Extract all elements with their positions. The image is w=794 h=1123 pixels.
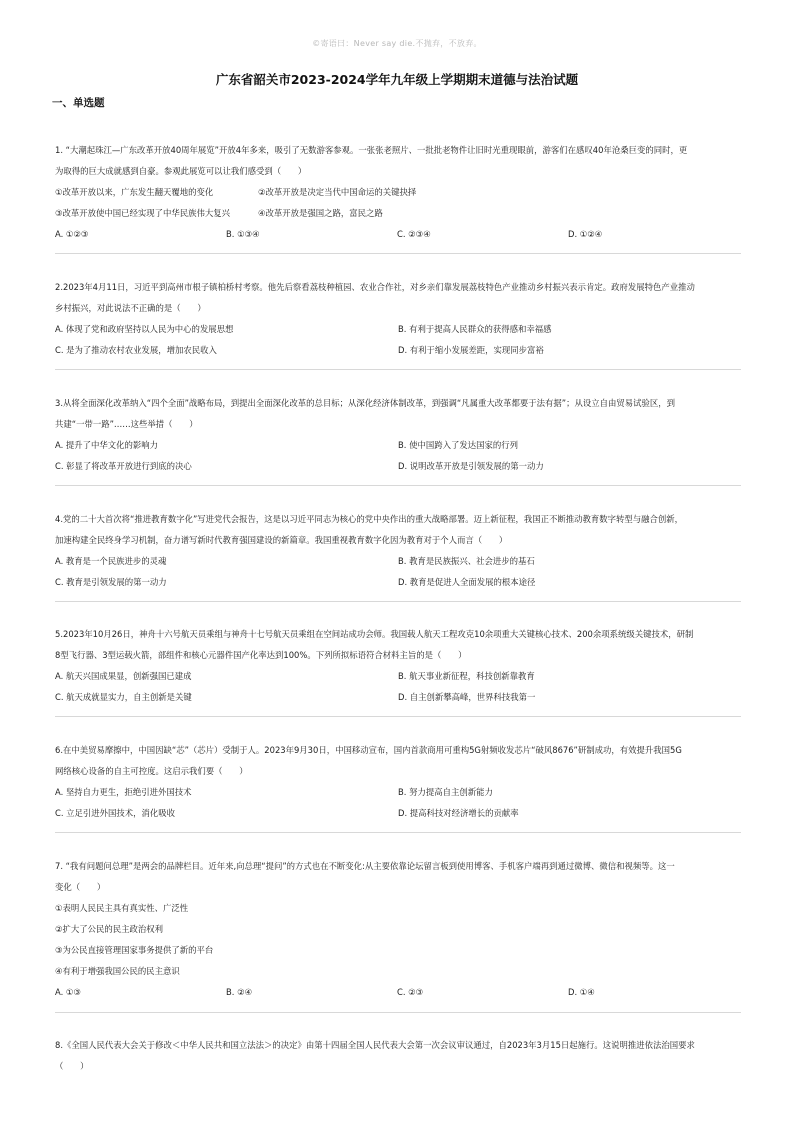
options: [55, 224, 741, 245]
divider: [55, 1012, 741, 1013]
page-title: 广东省韶关市2023-2024学年九年级上学期期末道德与法治试题: [215, 72, 579, 87]
question-stem: 网络核心设备的自主可控度。这启示我们要（ ）: [55, 766, 248, 776]
question-7: [55, 856, 741, 1003]
option-c[interactable]: C. 是为了推动农村农业发展，增加农民收入: [55, 345, 217, 355]
options: [55, 666, 741, 708]
options: [55, 782, 741, 824]
statement-item: ①改革开放以来，广东发生翻天覆地的变化: [55, 187, 214, 197]
option-a[interactable]: A. 坚持自力更生，拒绝引进外国技术: [55, 787, 192, 797]
option-a[interactable]: A. 教育是一个民族进步的灵魂: [55, 556, 167, 566]
question-stem: 变化（ ）: [55, 882, 106, 892]
option-b[interactable]: B. 航天事业新征程，科技创新靠教育: [398, 671, 535, 681]
option-b[interactable]: B. 有利于提高人民群众的获得感和幸福感: [398, 324, 552, 334]
option-a[interactable]: A. 体现了党和政府坚持以人民为中心的发展思想: [55, 324, 234, 334]
options: [55, 319, 741, 361]
question-stem: 2.2023年4月11日，习近平到高州市根子镇柏桥村考察。他先后察看荔枝种植园、农业合作社，对乡亲们靠发展荔枝特色产业推动乡村振兴表示肯定。政府发展特色产业推动: [55, 282, 695, 292]
option-c[interactable]: C. 航天成就显实力，自主创新是关键: [55, 692, 192, 702]
option-b[interactable]: B. 努力提高自主创新能力: [398, 787, 493, 797]
question-stem: 5.2023年10月26日，神舟十六号航天员乘组与神舟十七号航天员乘组在空间站成功会师。我国载人航天工程攻克10余项重大关键核心技术、200余项系统级关键技术，研制: [55, 629, 694, 639]
statement-item: ②扩大了公民的民主政治权利: [55, 924, 164, 934]
option-b[interactable]: B. 使中国跨入了发达国家的行列: [398, 440, 518, 450]
question-1: [55, 140, 741, 245]
statement-item: ④改革开放是强国之路，富民之路: [258, 208, 383, 218]
question-2: [55, 277, 741, 361]
option-c[interactable]: C. ②③: [397, 987, 424, 997]
question-5: [55, 624, 741, 708]
option-b[interactable]: B. ②④: [226, 987, 253, 997]
statement-item: ③为公民直接管理国家事务提供了新的平台: [55, 945, 214, 955]
question-stem: 乡村振兴，对此说法不正确的是（ ）: [55, 303, 206, 313]
option-b[interactable]: B. ①③④: [226, 229, 260, 239]
question-stem: 6.在中美贸易摩擦中，中国因缺“芯”（芯片）受制于人。2023年9月30日，中国移动宣布，国内首款商用可重构5G射频收发芯片“破风8676”研制成功，有效提升我国5G: [55, 745, 682, 755]
option-d[interactable]: D. ①④: [568, 987, 595, 997]
section-heading: 一、单选题: [52, 97, 105, 109]
option-a[interactable]: A. ①③: [55, 987, 81, 997]
question-stem: 8.《全国人民代表大会关于修改＜中华人民共和国立法法＞的决定》由第十四届全国人民代表大会第一次会议审议通过，自2023年3月15日起施行。这说明推进依法治国要求: [55, 1040, 695, 1050]
option-d[interactable]: D. 自主创新攀高峰，世界科技我第一: [398, 692, 536, 702]
option-b[interactable]: B. 教育是民族振兴、社会进步的基石: [398, 556, 535, 566]
question-3: [55, 393, 741, 477]
option-d[interactable]: D. 提高科技对经济增长的贡献率: [398, 808, 519, 818]
question-stem: 8型飞行器、3型运载火箭，部组件和核心元器件国产化率达到100%。下列所拟标语符合材料主旨的是（ ）: [55, 650, 467, 660]
divider: [55, 601, 741, 602]
option-d[interactable]: D. 有利于缩小发展差距，实现同步富裕: [398, 345, 544, 355]
option-c[interactable]: C. 立足引进外国技术，消化吸收: [55, 808, 176, 818]
question-stem: 加速构建全民终身学习机制，奋力谱写新时代教育强国建设的新篇章。我国重视教育数字化因为教育对于个人而言（ ）: [55, 535, 508, 545]
question-stem: （ ）: [55, 1061, 89, 1071]
question-stem: 3.从将全面深化改革纳入“四个全面”战略布局，到提出全面深化改革的总目标；从深化经济体制改革，到强调“凡属重大改革都要于法有据”；从设立自由贸易试验区，到: [55, 398, 675, 408]
statement-row: [55, 203, 741, 224]
statement-item: ③改革开放使中国已经实现了中华民族伟大复兴: [55, 208, 231, 218]
divider: [55, 485, 741, 486]
option-d[interactable]: D. ①②④: [568, 229, 603, 239]
options: [55, 435, 741, 477]
divider: [55, 369, 741, 370]
option-a[interactable]: A. 提升了中华文化的影响力: [55, 440, 159, 450]
question-stem: 1. “大潮起珠江—广东改革开放40周年展览”开放4年多来，吸引了无数游客参观。一张张老照片、一批批老物件让旧时光重现眼前，游客们在感叹40年沧桑巨变的同时，更: [55, 145, 688, 155]
statement-item: ④有利于增强我国公民的民主意识: [55, 966, 180, 976]
options: [55, 551, 741, 593]
watermark: ©寄语曰：Never say die.不抛弃，不放弃。: [312, 39, 482, 48]
option-a[interactable]: A. 航天兴国成果显，创新强国已建成: [55, 671, 192, 681]
question-stem: 7. “我有问题问总理”是两会的品牌栏目。近年来,向总理“提问”的方式也在不断变化:从主要依靠论坛留言板到使用博客、手机客户端再到通过微博、微信和视频等。这一: [55, 861, 675, 871]
options: [55, 982, 741, 1003]
option-a[interactable]: A. ①②③: [55, 229, 89, 239]
option-d[interactable]: D. 教育是促进人全面发展的根本途径: [398, 577, 536, 587]
option-c[interactable]: C. ②③④: [397, 229, 431, 239]
statement-item: ①表明人民民主具有真实性、广泛性: [55, 903, 189, 913]
divider: [55, 253, 741, 254]
question-stem: 共建“一带一路”……这些举措（ ）: [55, 419, 198, 429]
option-c[interactable]: C. 教育是引领发展的第一动力: [55, 577, 167, 587]
divider: [55, 832, 741, 833]
statement-item: ②改革开放是决定当代中国命运的关键抉择: [258, 187, 417, 197]
question-stem: 4.党的二十大首次将“推进教育数字化”写进党代会报告，这是以习近平同志为核心的党中央作出的重大战略部署。迈上新征程，我国正不断推动教育数字转型与融合创新，: [55, 514, 684, 524]
statement-row: [55, 182, 741, 203]
option-d[interactable]: D. 说明改革开放是引领发展的第一动力: [398, 461, 544, 471]
question-6: [55, 740, 741, 824]
question-stem: 为取得的巨大成就感到自豪。参观此展览可以让我们感受到（ ）: [55, 166, 307, 176]
question-8: [55, 1035, 741, 1077]
divider: [55, 716, 741, 717]
question-4: [55, 509, 741, 593]
option-c[interactable]: C. 彰显了将改革开放进行到底的决心: [55, 461, 192, 471]
